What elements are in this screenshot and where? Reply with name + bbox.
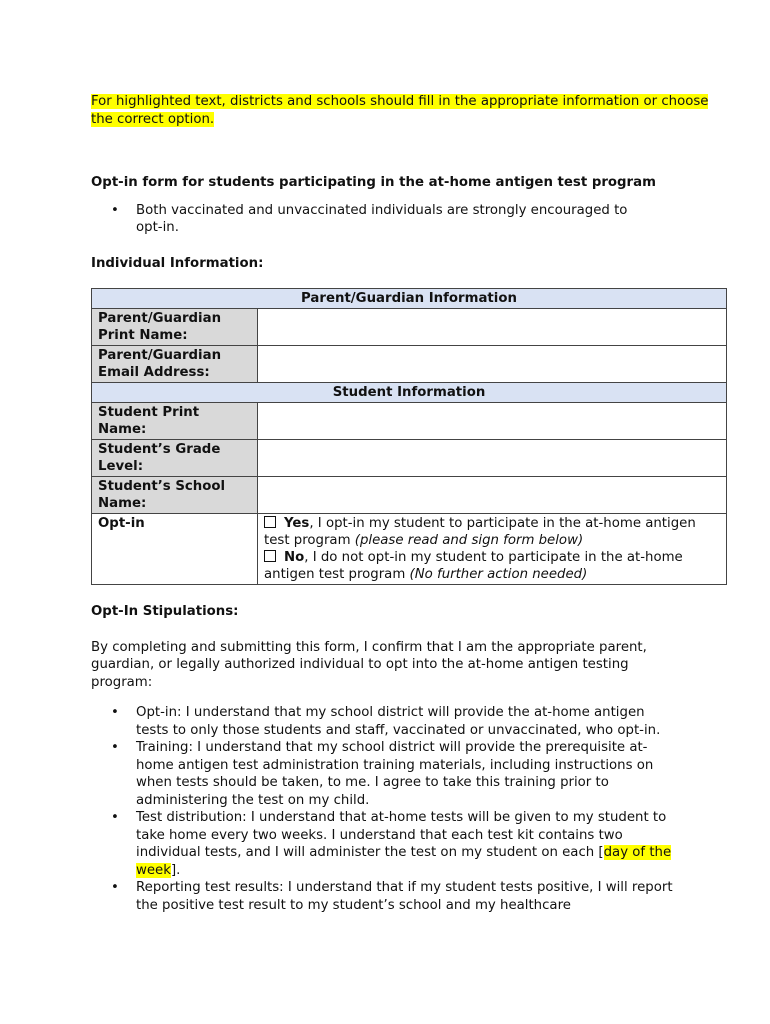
stipulations-heading: Opt-In Stipulations: xyxy=(91,604,239,619)
confirm-paragraph: By completing and submitting this form, I confirm that I am the appropriate parent, guardian, or legally authorized individual to opt into the at-home antigen testing program: xyxy=(91,639,647,690)
optin-label: Opt-in xyxy=(92,514,258,585)
no-note: (No further action needed) xyxy=(409,567,588,582)
student-name-label: Student Print Name: xyxy=(92,403,258,440)
student-school-label: Student’s School Name: xyxy=(92,477,258,514)
form-title: Opt-in form for students participating in the at-home antigen test program xyxy=(91,175,656,190)
list-item-optin: • Opt-in: I understand that my school district will provide the at-home antigen tests to only those students and staff, vaccinated or unvaccinated, who opt-in. xyxy=(91,704,681,739)
student-name-field[interactable] xyxy=(258,403,727,440)
day-of-week-highlight: day of the week xyxy=(136,845,672,878)
stipulations-list xyxy=(91,704,681,914)
distribution-end: ]. xyxy=(170,862,181,878)
yes-text: , I opt-in my student to participate in the at-home antigen test program xyxy=(264,516,696,548)
no-checkbox[interactable] xyxy=(264,550,276,562)
student-section-header: Student Information xyxy=(92,383,727,403)
list-item-reporting: • Reporting test results: I understand that if my student tests positive, I will report the positive test result to my student’s school and my healthcare xyxy=(91,879,681,914)
document-page xyxy=(91,93,731,914)
optin-no-option xyxy=(264,549,720,583)
encouragement-list xyxy=(91,202,651,237)
list-item: • Both vaccinated and unvaccinated individuals are strongly encouraged to opt-in. xyxy=(91,202,651,237)
parent-name-label: Parent/Guardian Print Name: xyxy=(92,309,258,346)
parent-email-field[interactable] xyxy=(258,346,727,383)
yes-label: Yes xyxy=(284,516,310,531)
list-item-distribution xyxy=(91,809,681,879)
instructions-highlight: For highlighted text, districts and schools should fill in the appropriate information or choose the correct option. xyxy=(91,94,709,127)
no-label: No xyxy=(284,550,305,565)
list-item-training: • Training: I understand that my school district will provide the prerequisite at-home antigen test administration training materials, including instructions on when tests should be taken, to me. I agree to take this training prior to administering the test on my child. xyxy=(91,739,681,809)
yes-note: (please read and sign form below) xyxy=(354,533,584,548)
student-school-field[interactable] xyxy=(258,477,727,514)
distribution-text: Test distribution: I understand that at-home tests will be given to my student to take home every two weeks. I understand that each test kit contains two individual tests, and I will administer the test on my student on each [ xyxy=(136,810,667,861)
optin-options xyxy=(258,514,727,585)
parent-name-field[interactable] xyxy=(258,309,727,346)
parent-email-label: Parent/Guardian Email Address: xyxy=(92,346,258,383)
instructions-note xyxy=(91,93,731,128)
student-grade-label: Student’s Grade Level: xyxy=(92,440,258,477)
individual-info-heading: Individual Information: xyxy=(91,255,264,271)
no-text: , I do not opt-in my student to participate in the at-home antigen test program xyxy=(264,550,683,582)
parent-section-header: Parent/Guardian Information xyxy=(92,289,727,309)
student-grade-field[interactable] xyxy=(258,440,727,477)
yes-checkbox[interactable] xyxy=(264,516,276,528)
info-table xyxy=(91,288,727,585)
optin-yes-option xyxy=(264,515,720,549)
